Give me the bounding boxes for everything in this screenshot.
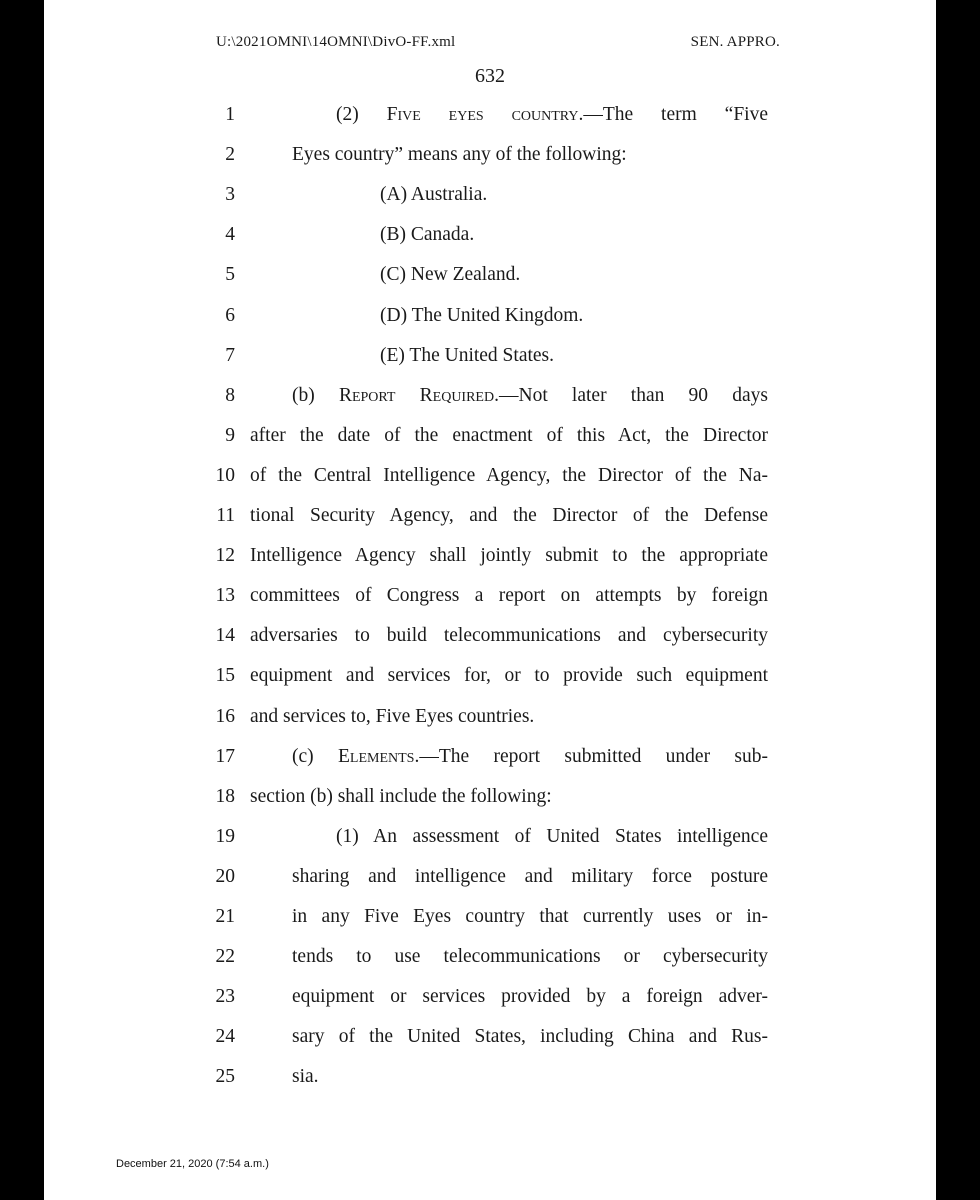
line-text <box>250 661 768 691</box>
bill-line <box>44 180 936 210</box>
text-segment: in any Five Eyes country that currently uses or in- <box>292 906 768 927</box>
bill-line <box>44 301 936 331</box>
line-text <box>292 902 768 932</box>
text-segment: (b) <box>292 384 339 406</box>
bill-line <box>44 581 936 611</box>
bill-line <box>44 381 936 411</box>
bill-line <box>44 942 936 972</box>
bill-line <box>44 661 936 691</box>
line-number: 3 <box>225 184 235 206</box>
bill-line <box>44 220 936 250</box>
line-number: 24 <box>215 1026 235 1048</box>
text-segment: sary of the United States, including China and Rus- <box>292 1026 768 1048</box>
bill-line <box>44 421 936 451</box>
line-text <box>250 501 768 531</box>
line-number: 16 <box>215 705 235 727</box>
line-text <box>250 541 768 571</box>
line-text <box>250 621 768 651</box>
line-number: 15 <box>215 665 235 687</box>
text-segment: .—The report submitted under sub- <box>414 745 768 767</box>
line-text <box>292 862 768 892</box>
section-heading: Report Required <box>338 384 495 406</box>
footer-timestamp: December 21, 2020 (7:54 a.m.) <box>116 1158 269 1170</box>
text-segment: equipment or services provided by a foreign adver- <box>292 986 768 1008</box>
text-segment: (c) <box>292 745 338 767</box>
bill-line <box>44 100 936 130</box>
line-text <box>250 421 768 451</box>
bill-line <box>44 702 936 732</box>
line-number: 6 <box>225 304 235 326</box>
header-committee: SEN. APPRO. <box>690 34 780 50</box>
bill-line <box>44 501 936 531</box>
line-number: 1 <box>225 104 235 125</box>
text-segment: (2) <box>336 104 387 125</box>
line-text <box>380 180 487 210</box>
text-segment: (C) New Zealand. <box>380 264 521 286</box>
line-number: 9 <box>225 424 235 446</box>
bill-line <box>44 461 936 491</box>
line-number: 17 <box>215 745 235 767</box>
line-number: 19 <box>215 825 235 847</box>
bill-line <box>44 862 936 892</box>
line-number: 12 <box>215 545 235 567</box>
bill-line <box>44 1062 936 1092</box>
bill-line <box>44 260 936 290</box>
line-text <box>380 220 474 250</box>
text-segment: Intelligence Agency shall jointly submit to the appropriate <box>250 545 768 567</box>
text-segment: after the date of the enactment of this Act, the Director <box>250 424 768 446</box>
text-segment: tends to use telecommunications or cybersecurity <box>292 946 768 968</box>
line-number: 14 <box>215 625 235 647</box>
line-text <box>380 260 520 290</box>
line-number: 7 <box>225 344 235 366</box>
text-segment: (B) Canada. <box>380 224 475 246</box>
text-segment: of the Central Intelligence Agency, the Director of the Na- <box>250 464 768 486</box>
text-segment: committees of Congress a report on attempts by foreign <box>250 585 768 607</box>
line-number: 18 <box>215 785 235 807</box>
line-text <box>292 140 627 170</box>
line-text <box>250 782 552 812</box>
text-segment: equipment and services for, or to provide such equipment <box>250 665 768 687</box>
line-text <box>250 702 534 732</box>
header-file-path: U:\2021OMNI\14OMNI\DivO-FF.xml <box>216 34 456 50</box>
bill-line <box>44 1022 936 1052</box>
text-segment: (1) An assessment of United States intelligence <box>336 825 768 847</box>
line-text <box>336 100 768 130</box>
bill-line <box>44 782 936 812</box>
text-segment: Eyes country” means any of the following: <box>292 144 627 166</box>
bill-line <box>44 822 936 852</box>
text-segment: (D) The United Kingdom. <box>380 304 584 326</box>
line-number: 2 <box>225 144 235 166</box>
line-text <box>292 1022 768 1052</box>
line-number: 23 <box>215 986 235 1008</box>
line-text <box>292 742 768 772</box>
line-text <box>250 461 768 491</box>
page-number: 632 <box>475 65 505 87</box>
line-number: 8 <box>225 384 235 406</box>
text-segment: section (b) shall include the following: <box>250 785 552 807</box>
line-number: 22 <box>215 946 235 968</box>
line-text <box>380 301 583 331</box>
line-text <box>292 942 768 972</box>
bill-line <box>44 982 936 1012</box>
document-page <box>44 0 936 1200</box>
text-segment: .—The term “Five <box>578 104 768 125</box>
line-number: 25 <box>215 1066 235 1088</box>
bill-line <box>44 621 936 651</box>
line-text <box>336 822 768 852</box>
text-segment: and services to, Five Eyes countries. <box>250 705 535 727</box>
line-number: 13 <box>215 585 235 607</box>
text-segment: sia. <box>292 1066 319 1088</box>
line-text <box>292 1062 319 1092</box>
line-number: 5 <box>225 264 235 286</box>
line-number: 21 <box>215 906 235 927</box>
bill-line <box>44 341 936 371</box>
text-segment: (E) The United States. <box>380 344 555 366</box>
text-segment: .—Not later than 90 days <box>494 384 768 406</box>
line-number: 20 <box>215 865 235 887</box>
line-text <box>292 982 768 1012</box>
line-number: 11 <box>216 505 235 526</box>
line-text <box>250 581 768 611</box>
line-text <box>380 341 554 371</box>
text-segment: sharing and intelligence and military force posture <box>292 865 768 887</box>
text-segment: adversaries to build telecommunications and cybersecurity <box>250 625 768 647</box>
section-heading: Elements <box>338 745 415 767</box>
section-heading: Five eyes country <box>386 104 579 125</box>
text-segment: tional Security Agency, and the Director of the Defense <box>250 505 768 526</box>
bill-line <box>44 902 936 932</box>
line-number: 10 <box>215 464 235 486</box>
line-number: 4 <box>225 224 235 246</box>
bill-line <box>44 541 936 571</box>
line-text <box>292 381 768 411</box>
bill-line <box>44 140 936 170</box>
bill-line <box>44 742 936 772</box>
text-segment: (A) Australia. <box>380 184 488 206</box>
